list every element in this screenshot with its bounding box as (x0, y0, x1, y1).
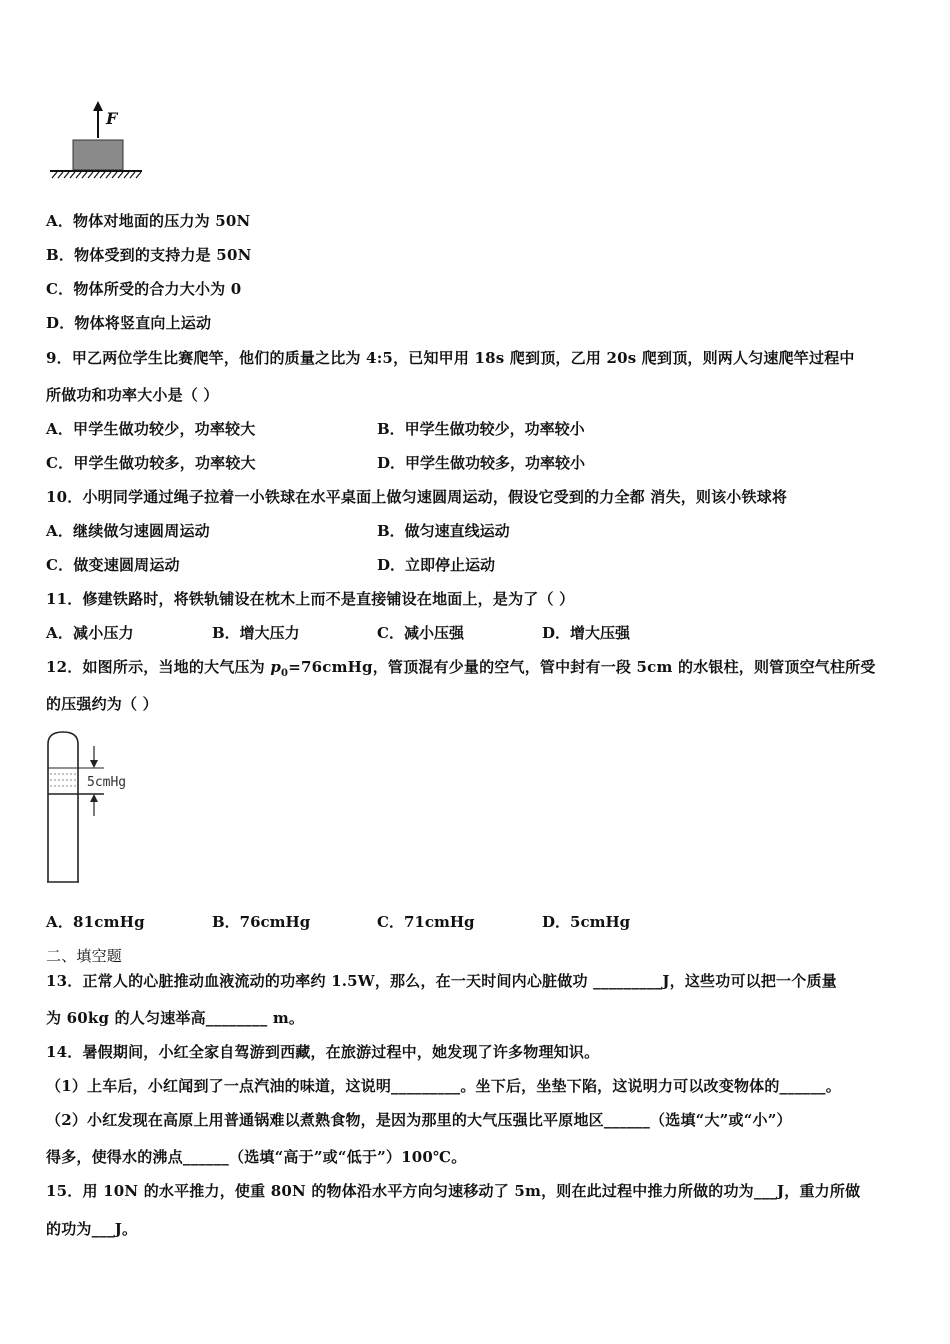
q15-line2: 的功为___J。 (46, 1220, 138, 1238)
q12-stem-line2: 的压强约为（ ） (46, 695, 158, 713)
q10-option-d: D．立即停止运动 (377, 556, 496, 574)
q11-option-d: D．增大压强 (542, 624, 631, 642)
q9-option-a: A．甲学生做功较少，功率较大 (46, 420, 256, 438)
q13-line2: 为 60kg 的人匀速举高________ m。 (46, 1009, 305, 1027)
mercury-length-label: 5cmHg (87, 775, 127, 790)
q10-stem: 10．小明同学通过绳子拉着一小铁球在水平桌面上做匀速圆周运动，假设它受到的力全都 消失，则该小铁球将 (46, 488, 788, 506)
q8-option-b: B．物体受到的支持力是 50N (46, 246, 252, 264)
q9-option-d: D．甲学生做功较多，功率较小 (377, 454, 586, 472)
q12-option-a: A．81cmHg (46, 913, 145, 931)
q8-option-d: D．物体将竖直向上运动 (46, 314, 212, 332)
q10-option-b: B．做匀速直线运动 (377, 522, 510, 540)
q8-option-c: C．物体所受的合力大小为 0 (46, 280, 242, 298)
q12-stem-line1 (46, 657, 876, 684)
q12-stem-pre: 12．如图所示，当地的大气压为 (46, 658, 271, 676)
q11-option-b: B．增大压力 (212, 624, 300, 642)
force-label: F (106, 109, 118, 128)
q8-option-a: A．物体对地面的压力为 50N (46, 212, 251, 230)
q9-option-c: C．甲学生做功较多，功率较大 (46, 454, 256, 472)
q15-line1: 15．用 10N 的水平推力，使重 80N 的物体沿水平方向匀速移动了 5m，则在此过程中推力所做的功为___J，重力所做 (46, 1182, 861, 1200)
q9-option-b: B．甲学生做功较少，功率较小 (377, 420, 585, 438)
tube-outline (48, 732, 78, 882)
q14-part1: （1）上车后，小红闻到了一点汽油的味道，这说明_________。坐下后，坐垫下陷，这说明力可以改变物体的______。 (46, 1077, 841, 1095)
mercury-tube-figure (44, 728, 154, 886)
q9-stem-line2: 所做功和功率大小是（ ） (46, 386, 219, 404)
force-arrow-head (93, 101, 103, 111)
q14-stem: 14．暑假期间，小红全家自驾游到西藏，在旅游过程中，她发现了许多物理知识。 (46, 1043, 600, 1061)
section-title: 二、填空题 (46, 947, 123, 965)
block (73, 140, 123, 170)
q12-stem-post: =76cmHg，管顶混有少量的空气，管中封有一段 5cm 的水银柱，则管顶空气柱所受 (288, 658, 876, 676)
q12-option-c: C．71cmHg (377, 913, 475, 931)
arrow-up-head (90, 794, 98, 802)
q9-stem-line1: 9．甲乙两位学生比赛爬竿，他们的质量之比为 4:5，已知甲用 18s 爬到顶，乙用 20s 爬到顶，则两人匀速爬竿过程中 (46, 349, 855, 367)
q12-pressure-subscript: 0 (281, 668, 289, 679)
q12-pressure-symbol: p (270, 658, 282, 676)
q12-option-d: D．5cmHg (542, 913, 631, 931)
mercury-column (49, 768, 77, 794)
arrow-down-head (90, 760, 98, 768)
q10-option-c: C．做变速圆周运动 (46, 556, 180, 574)
q11-option-c: C．减小压强 (377, 624, 464, 642)
q14-part2-line1: （2）小红发现在高原上用普通锅难以煮熟食物，是因为那里的大气压强比平原地区______（选填“大”或“小”） (46, 1111, 792, 1129)
ground-hatching (52, 172, 141, 178)
q11-stem: 11．修建铁路时，将铁轨铺设在枕木上而不是直接铺设在地面上，是为了（ ） (46, 590, 575, 608)
q11-option-a: A．减小压力 (46, 624, 134, 642)
q12-option-b: B．76cmHg (212, 913, 311, 931)
q13-line1: 13．正常人的心脏推动血液流动的功率约 1.5W，那么，在一天时间内心脏做功 _________J，这些功可以把一个质量 (46, 972, 837, 990)
q10-option-a: A．继续做匀速圆周运动 (46, 522, 210, 540)
q14-part2-line2: 得多，使得水的沸点______（选填“高于”或“低于”）100℃。 (46, 1148, 467, 1166)
force-block-figure (46, 98, 146, 180)
